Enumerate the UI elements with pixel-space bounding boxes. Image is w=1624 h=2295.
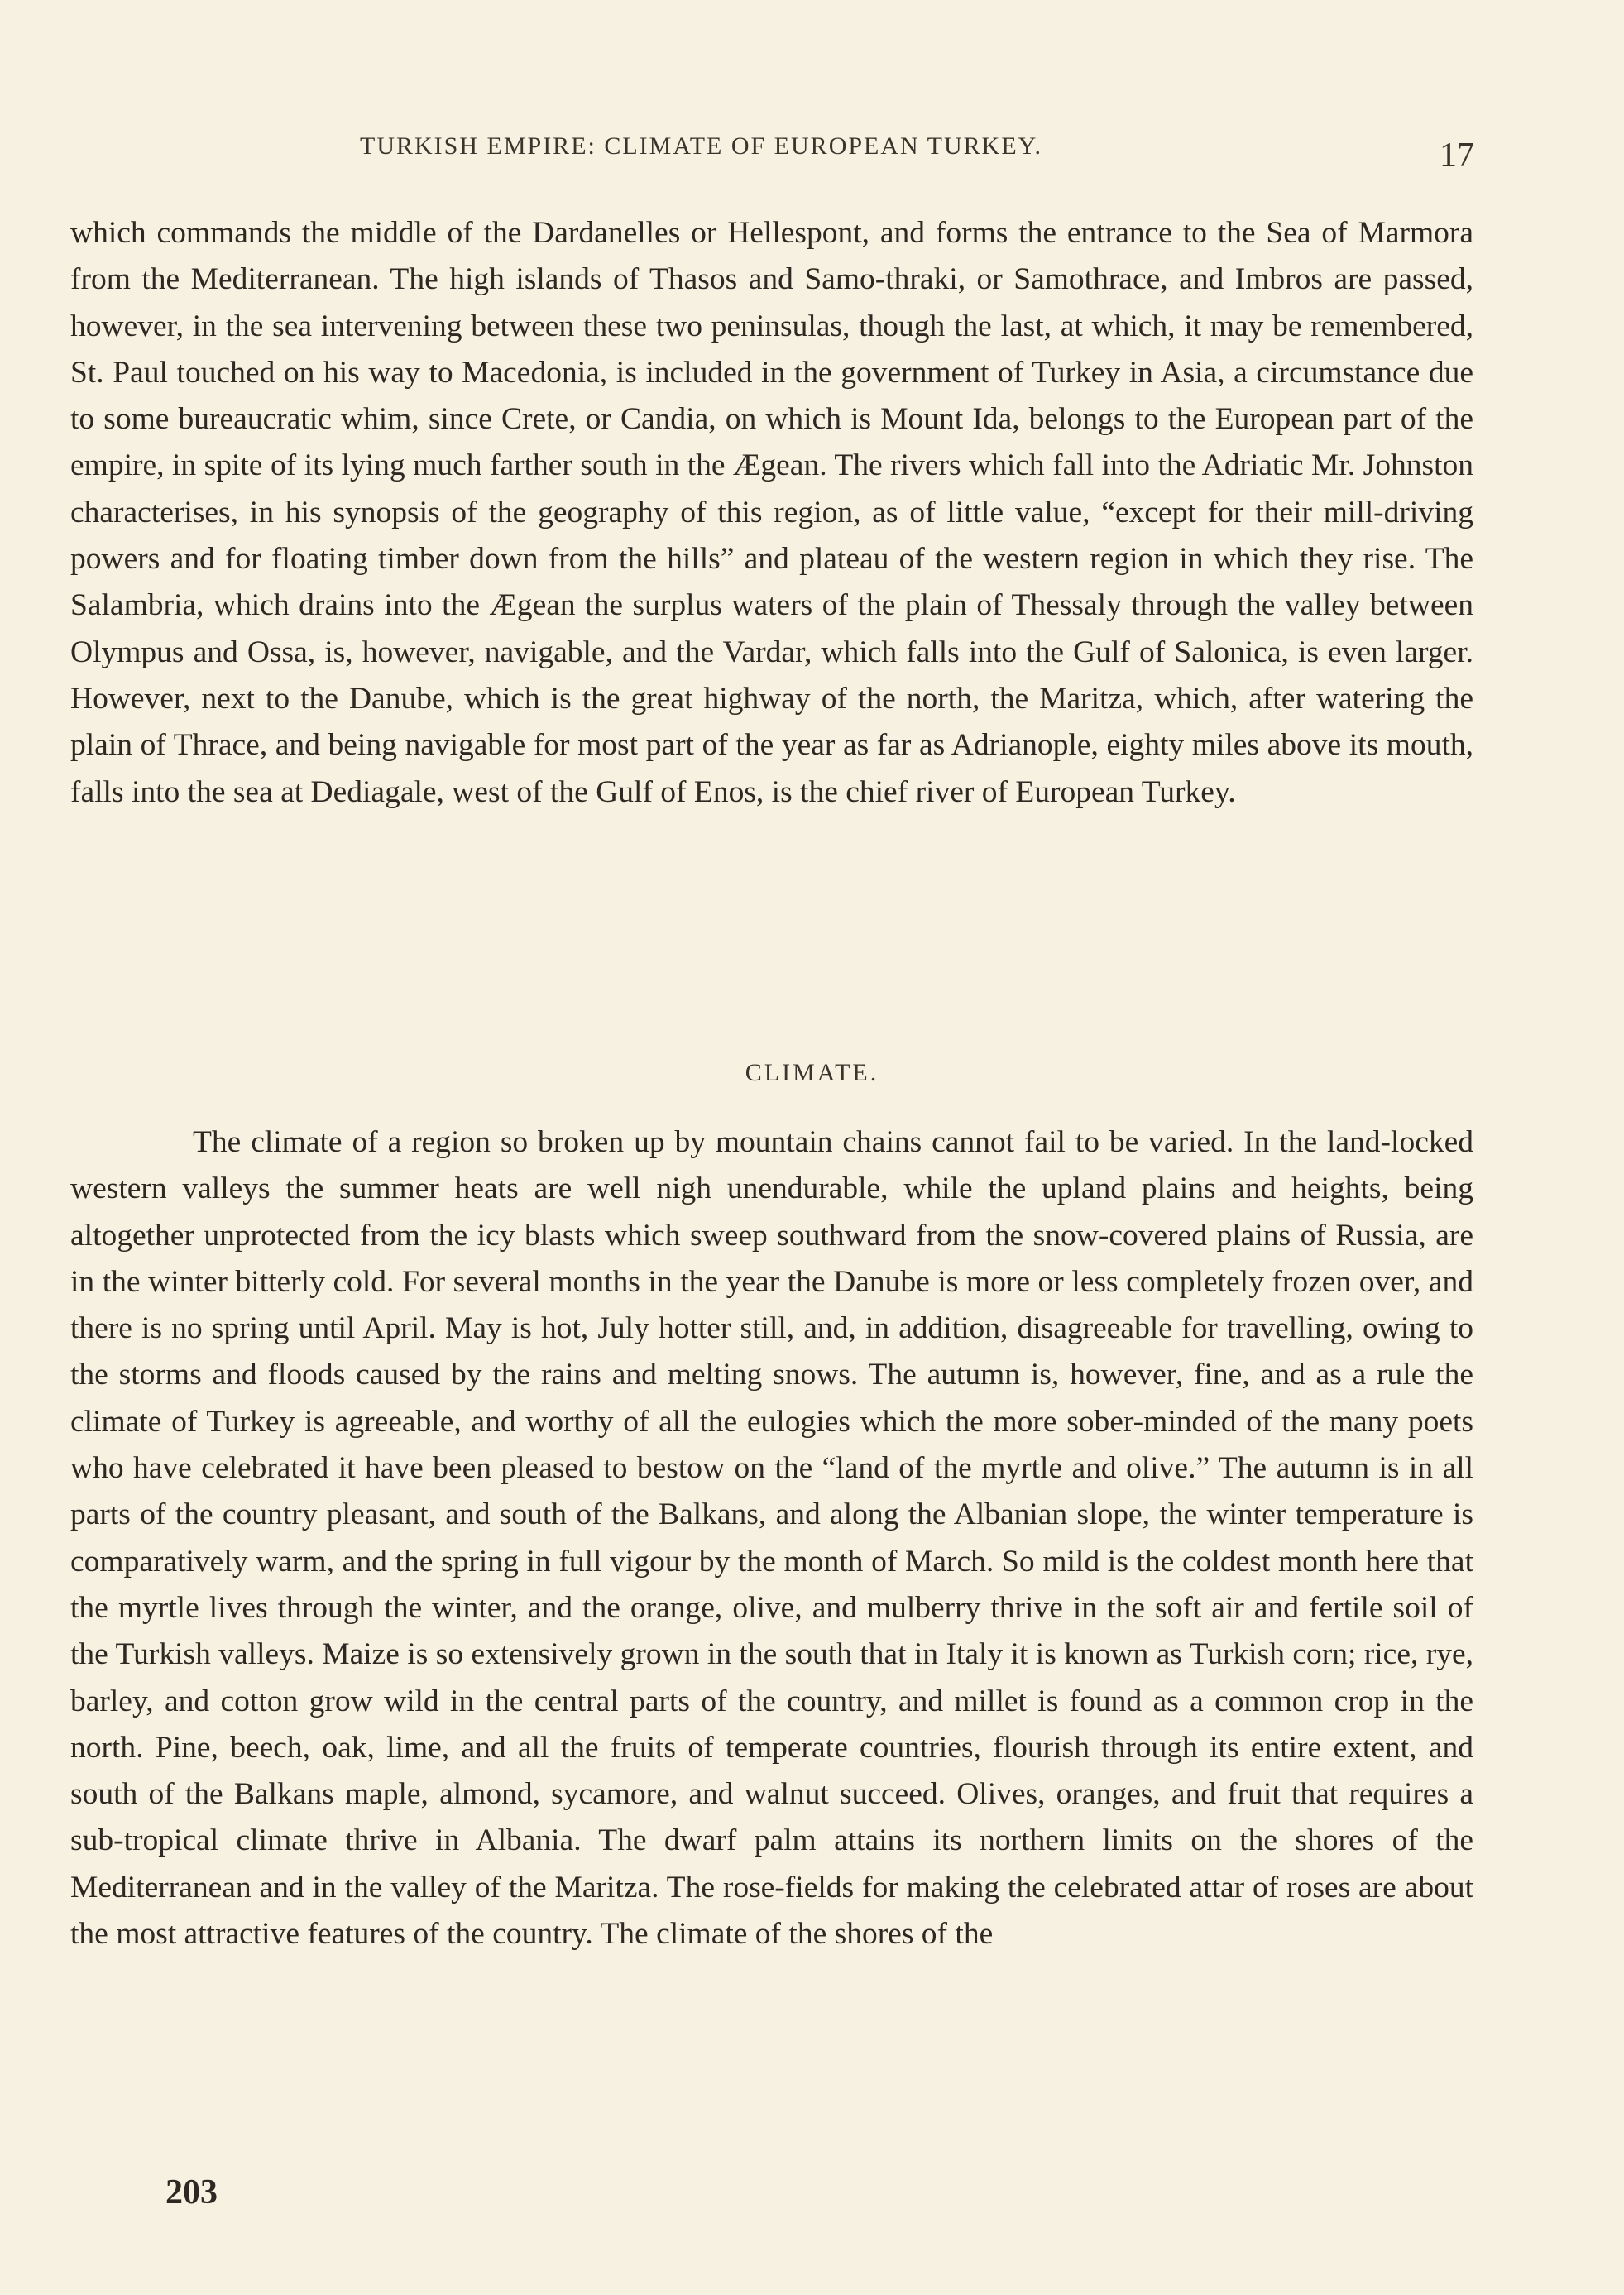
running-head	[0, 132, 1624, 174]
paragraph-rivers-text: which commands the middle of the Dardanelles or Hellespont, and forms the entrance to the Sea of Marmora from the Mediterranean. The high islands of Thasos and Samo-thraki, or Samothrace, and Imbros are passed, however, in the sea intervening between these two peninsulas, though the last, at which, it may be remembered, St. Paul touched on his way to Macedonia, is included in the government of Turkey in Asia, a circumstance due to some bureaucratic whim, since Crete, or Candia, on which is Mount Ida, belongs to the European part of the empire, in spite of its lying much farther south in the Ægean. The rivers which fall into the Adriatic Mr. Johnston characterises, in his synopsis of the geography of this region, as of little value, “except for their mill-driving powers and for floating timber down from the hills” and plateau of the western region in which they rise. The Salambria, which drains into the Ægean the surplus waters of the plain of Thessaly through the valley between Olympus and Ossa, is, however, navigable, and the Vardar, which falls into the Gulf of Salonica, is even larger. However, next to the Danube, which is the great highway of the north, the Maritza, which, after watering the plain of Thrace, and being navigable for most part of the year as far as Adrianople, eighty miles above its mouth, falls into the sea at Dediagale, west of the Gulf of Enos, is the chief river of European Turkey.	[70, 216, 1473, 809]
running-title: TURKISH EMPIRE: CLIMATE OF EUROPEAN TURKEY.	[360, 132, 1042, 160]
paragraph-rivers	[70, 210, 1473, 816]
signature-number: 203	[165, 2173, 218, 2211]
paragraph-climate	[70, 1119, 1473, 1957]
paragraph-climate-text: The climate of a region so broken up by mountain chains cannot fail to be varied. In the land-locked western valleys the summer heats are well nigh unendurable, while the upland plains and heights, being altogether unprotected from the icy blasts which sweep southward from the snow-covered plains of Russia, are in the winter bitterly cold. For several months in the year the Danube is more or less completely frozen over, and there is no spring until April. May is hot, July hotter still, and, in addition, disagreeable for travelling, owing to the storms and floods caused by the rains and melting snows. The autumn is, however, fine, and as a rule the climate of Turkey is agreeable, and worthy of all the eulogies which the more sober-minded of the many poets who have celebrated it have been pleased to bestow on the “land of the myrtle and olive.” The autumn is in all parts of the country pleasant, and south of the Balkans, and along the Albanian slope, the winter temperature is comparatively warm, and the spring in full vigour by the month of March. So mild is the coldest month here that the myrtle lives through the winter, and the orange, olive, and mulberry thrive in the soft air and fertile soil of the Turkish valleys. Maize is so extensively grown in the south that in Italy it is known as Turkish corn; rice, rye, barley, and cotton grow wild in the central parts of the country, and millet is found as a common crop in the north. Pine, beech, oak, lime, and all the fruits of temperate countries, flourish through its entire extent, and south of the Balkans maple, almond, sycamore, and walnut succeed. Olives, oranges, and fruit that requires a sub-tropical climate thrive in Albania. The dwarf palm attains its northern limits on the shores of the Mediterranean and in the valley of the Maritza. The rose-fields for making the celebrated attar of roses are about the most attractive features of the country. The climate of the shores of the	[70, 1125, 1473, 1952]
section-heading-climate: CLIMATE.	[745, 1059, 879, 1086]
page-number: 17	[1440, 137, 1474, 175]
